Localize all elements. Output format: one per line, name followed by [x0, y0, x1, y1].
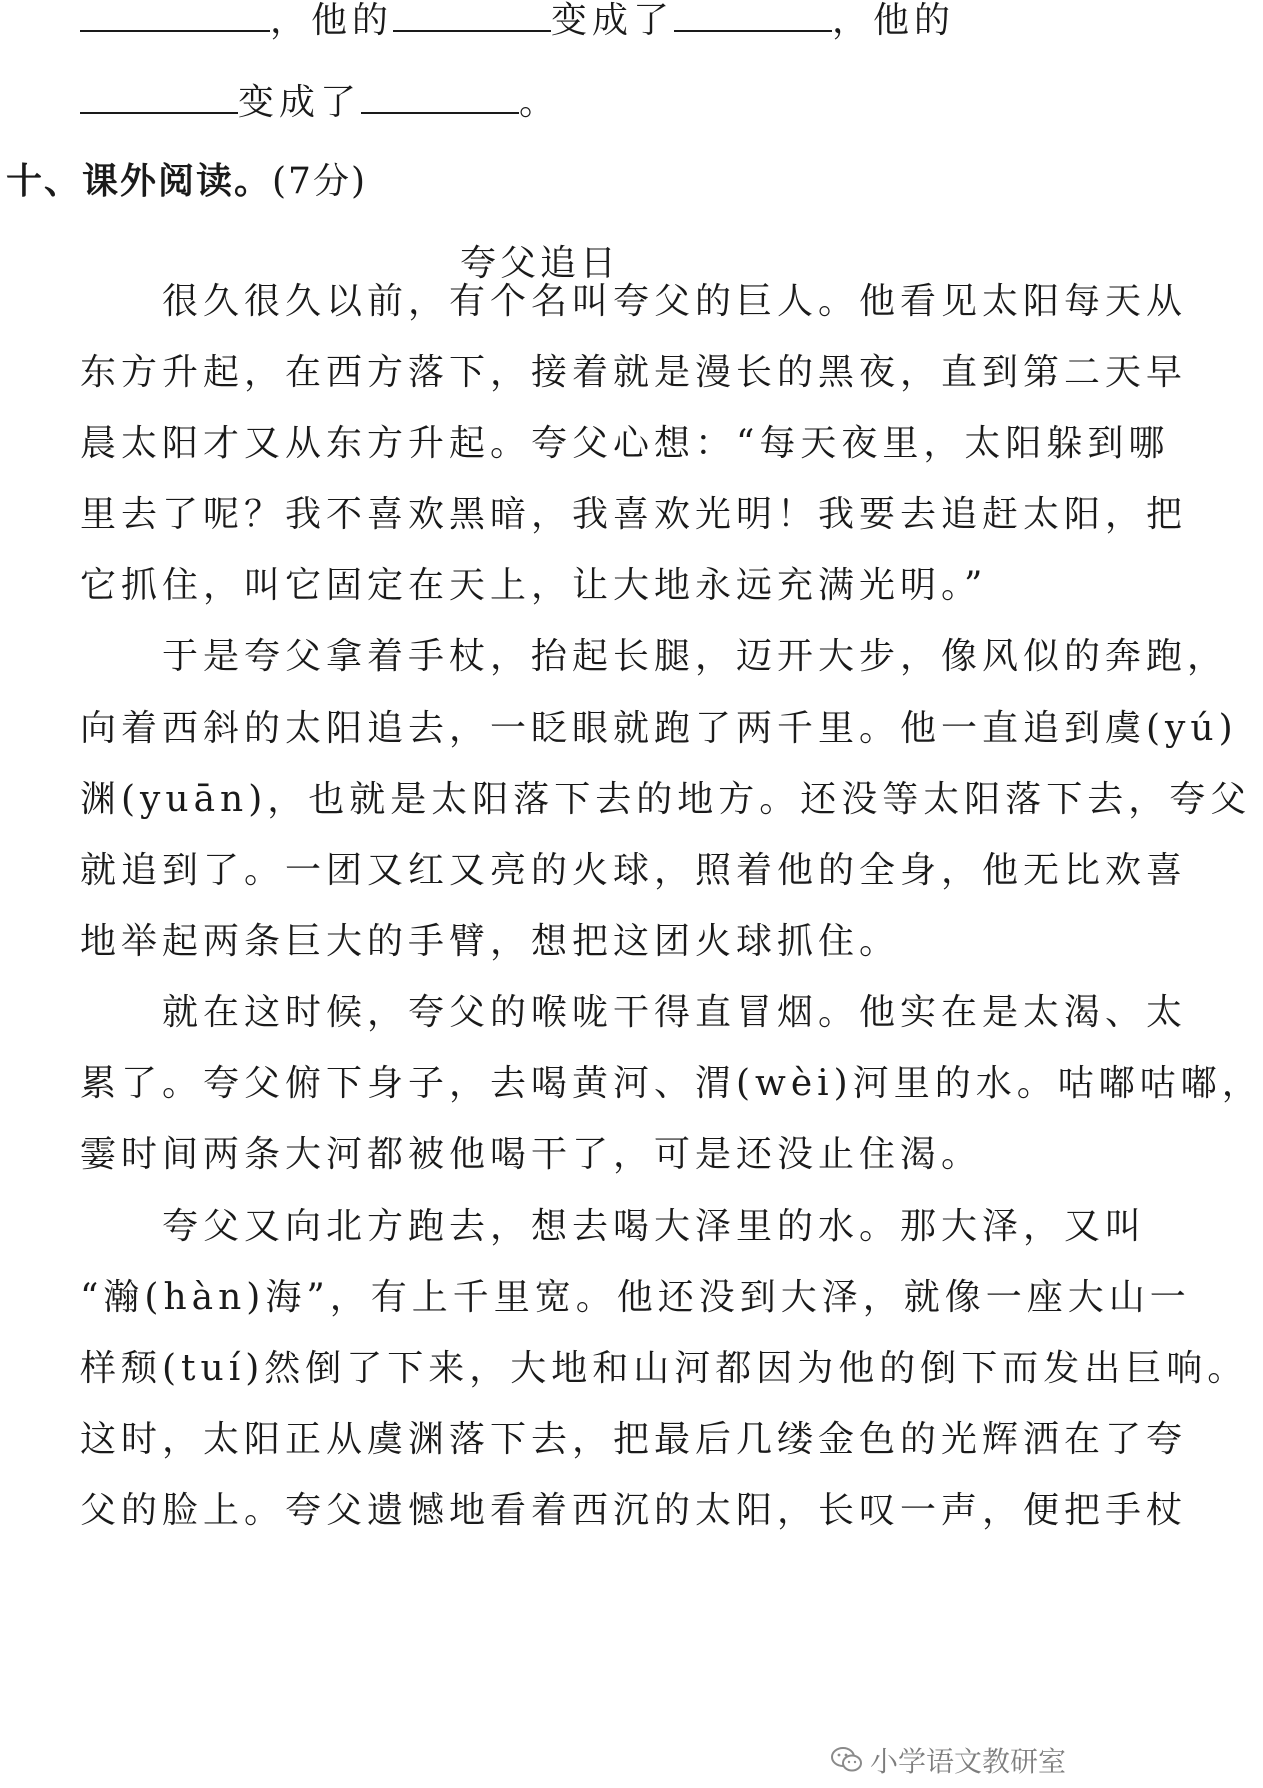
watermark: [824, 1738, 1072, 1782]
fill-in-line-1: [80, 0, 1080, 45]
story-line: 就追到了。一团又红又亮的火球，照着他的全身，他无比欢喜: [80, 850, 1188, 891]
fill-in-text: ，他的: [270, 0, 394, 41]
story-line: 就在这时候，夸父的喉咙干得直冒烟。他实在是太渴、太: [80, 992, 1188, 1033]
story-line: 于是夸父拿着手杖，抬起长腿，迈开大步，像风似的奔跑，: [80, 636, 1229, 677]
story-line: “瀚(hàn)海”，有上千里宽。他还没到大泽，就像一座大山一: [80, 1277, 1191, 1318]
fill-in-text: 。: [519, 82, 561, 123]
answer-blank[interactable]: [393, 0, 551, 32]
fill-in-text: 变成了: [551, 0, 675, 41]
answer-blank[interactable]: [361, 78, 519, 114]
story-line: 霎时间两条大河都被他喝干了，可是还没止住渴。: [80, 1134, 983, 1175]
answer-blank[interactable]: [80, 0, 270, 32]
section-heading: [6, 158, 367, 206]
story-line: 东方升起，在西方落下，接着就是漫长的黑夜，直到第二天早: [80, 352, 1188, 393]
answer-blank[interactable]: [80, 78, 238, 114]
watermark-text: 小学语文教研室: [869, 1745, 1066, 1778]
story-line: 渊(yuān)，也就是太阳落下去的地方。还没等太阳落下去，夸父: [80, 779, 1252, 820]
story-line: 夸父又向北方跑去，想去喝大泽里的水。那大泽，又叫: [80, 1206, 1147, 1247]
story-line: 样颓(tuí)然倒了下来，大地和山河都因为他的倒下而发出巨响。: [80, 1348, 1249, 1389]
wechat-icon: [830, 1746, 864, 1774]
story-line: 父的脸上。夸父遗憾地看着西沉的太阳，长叹一声，便把手杖: [80, 1490, 1188, 1531]
story-line: 很久很久以前，有个名叫夸父的巨人。他看见太阳每天从: [80, 281, 1188, 322]
fill-in-text: 变成了: [238, 82, 362, 123]
fill-in-text: ，他的: [832, 0, 956, 41]
story-line: 里去了呢？我不喜欢黑暗，我喜欢光明！我要去追赶太阳，把: [80, 494, 1188, 535]
story-line: 它抓住，叫它固定在天上，让大地永远充满光明。”: [80, 565, 988, 606]
fill-in-line-2: [80, 78, 1080, 127]
section-score: (7分): [272, 161, 368, 202]
story-line: 累了。夸父俯下身子，去喝黄河、渭(wèi)河里的水。咕嘟咕嘟，: [80, 1063, 1263, 1104]
story-title: 夸父追日: [459, 243, 620, 284]
answer-blank[interactable]: [674, 0, 832, 32]
story-line: 这时，太阳正从虞渊落下去，把最后几缕金色的光辉洒在了夸: [80, 1419, 1188, 1460]
section-title: 十、课外阅读。: [6, 161, 273, 202]
story-line: 向着西斜的太阳追去，一眨眼就跑了两千里。他一直追到虞(yú): [80, 708, 1238, 749]
story-line: 地举起两条巨大的手臂，想把这团火球抓住。: [80, 921, 901, 962]
story-line: 晨太阳才又从东方升起。夸父心想：“每天夜里，太阳躲到哪: [80, 423, 1170, 464]
